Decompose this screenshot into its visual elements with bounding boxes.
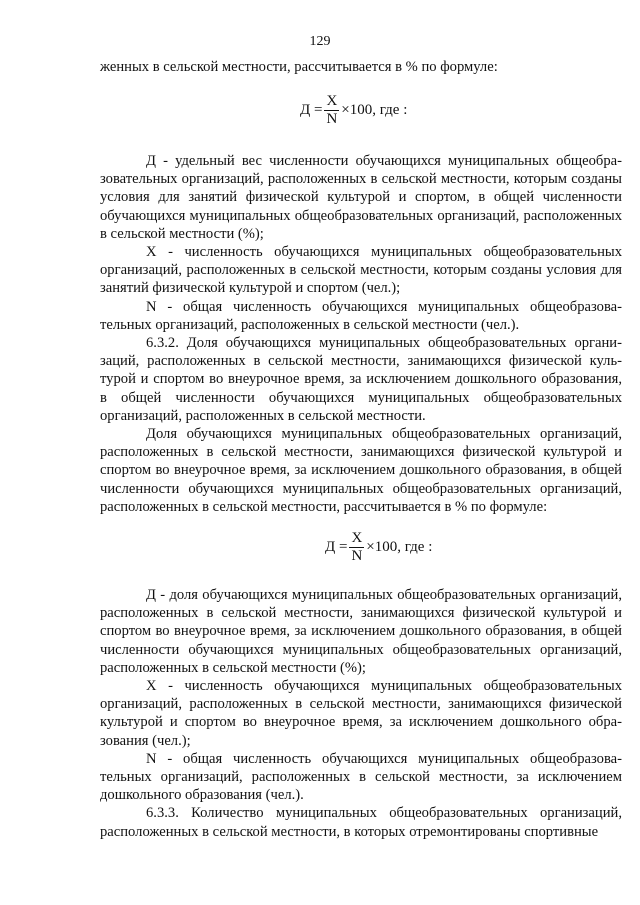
definitions-block-2 xyxy=(100,586,622,841)
paragraph-calculation-intro: Доля обучающихся муниципальных общеобразовательных организаций, расположенных в сельской местности, занимающихся физической культурой и спортом во внеурочное время, за исключением дошкольного образования, в общей численности обучающихся муниципальных общеобразовательных организаций, расположенных в сельской местности, рассчитывается в % по формуле: xyxy=(100,426,622,515)
page-number: 129 xyxy=(309,34,331,49)
intro-text xyxy=(100,58,622,76)
definitions-block-1 xyxy=(100,152,622,516)
formula-lhs: Д = xyxy=(325,539,348,555)
formula-rhs: ×100, где : xyxy=(341,102,408,118)
formula-rhs: ×100, где : xyxy=(366,539,433,555)
paragraph-d-definition: Д - доля обучающихся муниципальных общеобразовательных организаций, расположенных в сельской местности, занимающихся физической культурой и спортом во внеурочное время, за исключением дошкольного образования, в общей численности обучающихся муниципальных общеобразовательных организаций, расположенных в сельской местности (%); xyxy=(100,587,622,676)
paragraph-n-definition: N - общая численность обучающихся муниципальных общеобразовательных организаций, расположенных в сельской местности (чел.). xyxy=(100,298,622,333)
paragraph-d-definition: Д - удельный вес численности обучающихся муниципальных общеобразовательных организаций, расположенных в сельской местности, которым созданы условия для занятий физической культурой и спортом, в общей численности обучающихся муниципальных общеобразовательных организаций, расположенных в сельской местности (%); xyxy=(100,153,622,242)
paragraph-section-6-3-3: 6.3.3. Количество муниципальных общеобразовательных организаций, расположенных в сельской местности, в которых отремонтированы спортивные xyxy=(100,805,622,840)
formula-fraction xyxy=(324,93,339,128)
formula-share-facilities xyxy=(300,93,407,128)
formula-numerator: X xyxy=(351,530,363,546)
formula-denominator: N xyxy=(326,111,338,127)
formula-numerator: X xyxy=(326,93,338,109)
formula-denominator: N xyxy=(351,548,363,564)
formula-share-extracurricular xyxy=(325,530,432,565)
formula-lhs: Д = xyxy=(300,102,323,118)
paragraph-n-definition: N - общая численность обучающихся муниципальных общеобразовательных организаций, расположенных в сельской местности, за исключением дошкольного образования (чел.). xyxy=(100,750,622,804)
paragraph-x-definition: X - численность обучающихся муниципальных общеобразовательных организаций, расположенных в сельской местности, которым созданы условия для занятий физической культурой и спортом (чел.); xyxy=(100,244,622,297)
paragraph-section-6-3-2: 6.3.2. Доля обучающихся муниципальных общеобразовательных организаций, расположенных в сельской местности, занимающихся физической культурой и спортом во внеурочное время, за исключением дошкольного образования, в общей численности обучающихся муниципальных общеобразовательных организаций, расположенных в сельской местности. xyxy=(100,335,622,424)
paragraph-x-definition: X - численность обучающихся муниципальных общеобразовательных организаций, расположенных в сельской местности, занимающихся физической культурой и спортом во внеурочное время, за исключением дошкольного образования (чел.); xyxy=(100,678,622,749)
intro-line: женных в сельской местности, рассчитывается в % по формуле: xyxy=(100,59,498,75)
formula-fraction xyxy=(349,530,364,565)
